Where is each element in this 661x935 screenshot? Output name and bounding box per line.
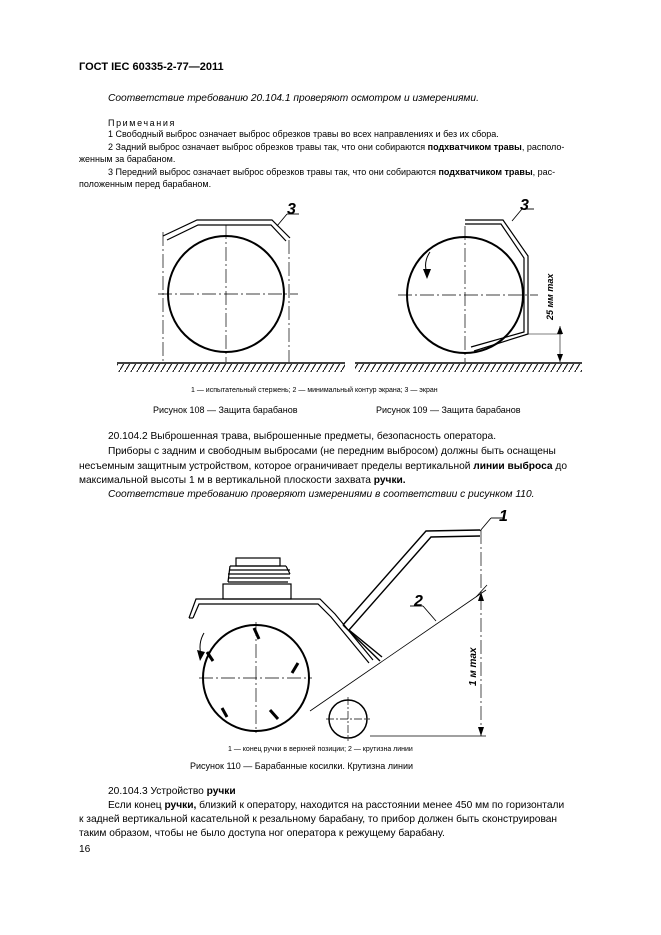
- fig110-label-2: 2: [414, 593, 423, 610]
- section-20-104-3-line-1: Если конец ручки, близкий к оператору, находится на расстоянии менее 450 мм по горизонтали: [108, 800, 565, 811]
- housing: [189, 599, 373, 660]
- section-20-104-2-compliance: Соответствие требованию проверяют измерениями в соответствии с рисунком 110.: [108, 489, 535, 500]
- caption-figure-108: Рисунок 108 — Защита барабанов: [153, 405, 298, 415]
- motor-base: [223, 584, 291, 599]
- compliance-statement: Соответствие требованию 20.104.1 проверяют осмотром и измерениями.: [108, 93, 479, 104]
- note-2: 2 Задний выброс означает выброс обрезков травы так, что они собираются подхватчиком травы, располо-: [108, 142, 565, 152]
- notes-title: Примечания: [108, 118, 176, 128]
- note-2-cont: женным за барабаном.: [79, 154, 176, 164]
- section-20-104-3-title: 20.104.3 Устройство ручки: [108, 786, 236, 797]
- document-header: ГОСТ IEC 60335-2-77—2011: [79, 61, 224, 73]
- section-20-104-2-line-2: несъемным защитным устройством, которое ограничивает пределы вертикальной линии выброса до: [79, 461, 567, 472]
- section-20-104-2-title: 20.104.2 Выброшенная трава, выброшенные предметы, безопасность оператора.: [108, 431, 497, 442]
- fig109-dimension: 25 мм max: [545, 273, 555, 320]
- caption-figure-109: Рисунок 109 — Защита барабанов: [376, 405, 521, 415]
- fig110-dimension: 1 м max: [468, 647, 479, 686]
- fig108-label-3: 3: [287, 201, 296, 218]
- slope-line: [310, 590, 486, 711]
- handle-brace: [343, 625, 380, 661]
- note-1: 1 Свободный выброс означает выброс обрезков травы во всех направлениях и без их сбора.: [108, 129, 499, 139]
- fig109-label-3: 3: [520, 197, 529, 214]
- fig110-label-1: 1: [499, 508, 508, 525]
- caption-figure-110: Рисунок 110 — Барабанные косилки. Крутизна линии: [190, 761, 414, 771]
- note-3: 3 Передний выброс означает выброс обрезков травы так, что они собираются подхватчиком травы, рас-: [108, 167, 556, 177]
- fig108-109-legend: 1 — испытательный стержень; 2 — минимальный контур экрана; 3 — экран: [191, 387, 438, 394]
- page-number: 16: [79, 844, 91, 855]
- note-3-cont: положенным перед барабаном.: [79, 179, 212, 189]
- motor-fins: [228, 566, 290, 582]
- fig110-legend: 1 — конец ручки в верхней позиции; 2 — крутизна линии: [228, 746, 413, 753]
- section-20-104-3-line-3: таким образом, чтобы не было доступа ног оператора к режущему барабану.: [79, 828, 445, 839]
- drum-blades: [207, 628, 298, 719]
- section-20-104-2-line-3: максимальной высоты 1 м в вертикальной плоскости захвата ручки.: [79, 475, 406, 486]
- section-20-104-2-line-1: Приборы с задним и свободным выбросами (не передним выбросом) должны быть оснащены: [108, 446, 556, 457]
- handle: [343, 530, 480, 625]
- section-20-104-3-line-2: к задней вертикальной касательной к резальному барабану, то прибор должен быть сконструирован: [79, 814, 558, 825]
